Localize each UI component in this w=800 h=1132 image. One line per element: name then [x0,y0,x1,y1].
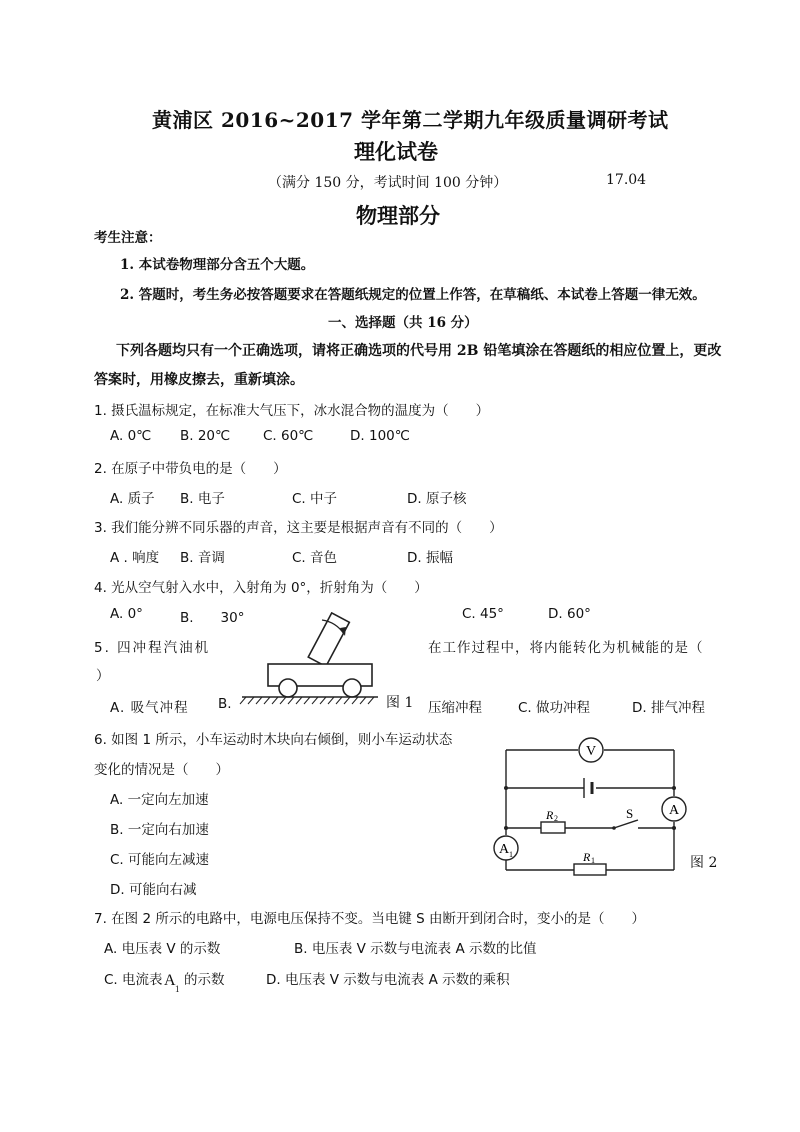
section-heading: 一、选择题（共 16 分） [328,315,478,331]
section-instruction-2: 答案时，用橡皮擦去，重新填涂。 [94,372,304,388]
q7-option-b: B. 电压表 V 示数与电流表 A 示数的比值 [294,941,537,957]
q6-option-c: C. 可能向左减速 [110,852,210,868]
notice-item-2: 2. 答题时，考生务必按答题要求在答题纸规定的位置上作答，在草稿纸、本试卷上答题一律无效。 [120,287,706,303]
q1-option-b: B. 20℃ [180,428,231,444]
q3-stem: 3. 我们能分辨不同乐器的声音，这主要是根据声音有不同的（ ） [94,520,503,536]
q6-option-b: B. 一定向右加速 [110,822,209,838]
q6-option-d: D. 可能向右减 [110,882,197,898]
q2-option-a: A. 质子 [110,491,155,507]
q4-option-b: B. 30° [180,610,245,626]
q5-option-a: A. 吸气冲程 [110,700,189,716]
q7-option-c-prefix: C. 电流表 [104,972,163,988]
figure-2-caption: 图 2 [690,855,718,871]
section-instruction-1: 下列各题均只有一个正确选项，请将正确选项的代号用 2B 铅笔填涂在答题纸的相应位置上，更改 [116,343,722,359]
q7-option-a: A. 电压表 V 的示数 [104,941,221,957]
switch-label: S [626,806,634,821]
r1-label: R [583,850,591,864]
q4-option-d: D. 60° [548,606,591,622]
part-title: 物理部分 [356,203,440,228]
q5-stem-right: 在工作过程中，将内能转化为机械能的是（ [428,640,704,656]
q1-option-a: A. 0℃ [110,428,152,444]
q7-stem: 7. 在图 2 所示的电路中，电源电压保持不变。当电键 S 由断开到闭合时，变小的是（ ） [94,911,645,927]
q5-option-d: D. 排气冲程 [632,700,705,716]
q3-option-b: B. 音调 [180,550,225,566]
ammeter1-sub: 1 [509,850,513,859]
exam-title: 黄浦区 2016~2017 学年第二学期九年级质量调研考试 [152,108,669,132]
q6-stem-2: 变化的情况是（ ） [94,762,229,778]
ammeter-label: A [669,803,680,818]
q3-option-d: D. 振幅 [407,550,453,566]
q3-option-a: A . 响度 [110,550,160,566]
q7-option-c-sub: 1 [175,984,180,994]
r2-sub: 2 [554,814,558,823]
q6-option-a: A. 一定向左加速 [110,792,209,808]
q4-stem: 4. 光从空气射入水中，入射角为 0°，折射角为（ ） [94,580,428,596]
q7-option-c-symbol: A [164,972,176,989]
r2-label: R [546,808,554,822]
notice-item-1: 1. 本试卷物理部分含五个大题。 [120,257,315,273]
q3-option-c: C. 音色 [292,550,338,566]
q5-stem-end: ） [96,668,110,684]
q1-option-d: D. 100℃ [350,428,410,444]
figure-1-caption: 图 1 [386,695,414,711]
q1-option-c: C. 60℃ [263,428,314,444]
q5-option-b-prefix: B. [218,696,232,712]
q4-option-c: C. 45° [462,606,504,622]
ammeter1-label: A [499,842,510,857]
q5-option-c: C. 做功冲程 [518,700,591,716]
r1-sub: 1 [591,856,595,865]
exam-info: （满分 150 分，考试时间 100 分钟） [268,175,508,191]
q2-option-c: C. 中子 [292,491,338,507]
q5-stem-left: 5. 四冲程汽油机 [94,640,211,656]
q2-stem: 2. 在原子中带负电的是（ ） [94,461,287,477]
figure-2-circuit [486,730,716,880]
q2-option-d: D. 原子核 [407,491,467,507]
q2-option-b: B. 电子 [180,491,225,507]
q4-option-a: A. 0° [110,606,143,622]
q7-option-c-suffix: 的示数 [184,972,225,988]
q5-option-b: 压缩冲程 [428,700,482,716]
voltmeter-label: V [586,744,597,759]
notice-heading: 考生注意： [94,230,162,246]
q1-stem: 1. 摄氏温标规定，在标准大气压下，冰水混合物的温度为（ ） [94,403,490,419]
exam-date: 17.04 [606,172,647,188]
q6-stem-1: 6. 如图 1 所示，小车运动时木块向右倾倒，则小车运动状态 [94,732,453,748]
q7-option-d: D. 电压表 V 示数与电流表 A 示数的乘积 [266,972,510,988]
paper-title: 理化试卷 [354,139,438,164]
